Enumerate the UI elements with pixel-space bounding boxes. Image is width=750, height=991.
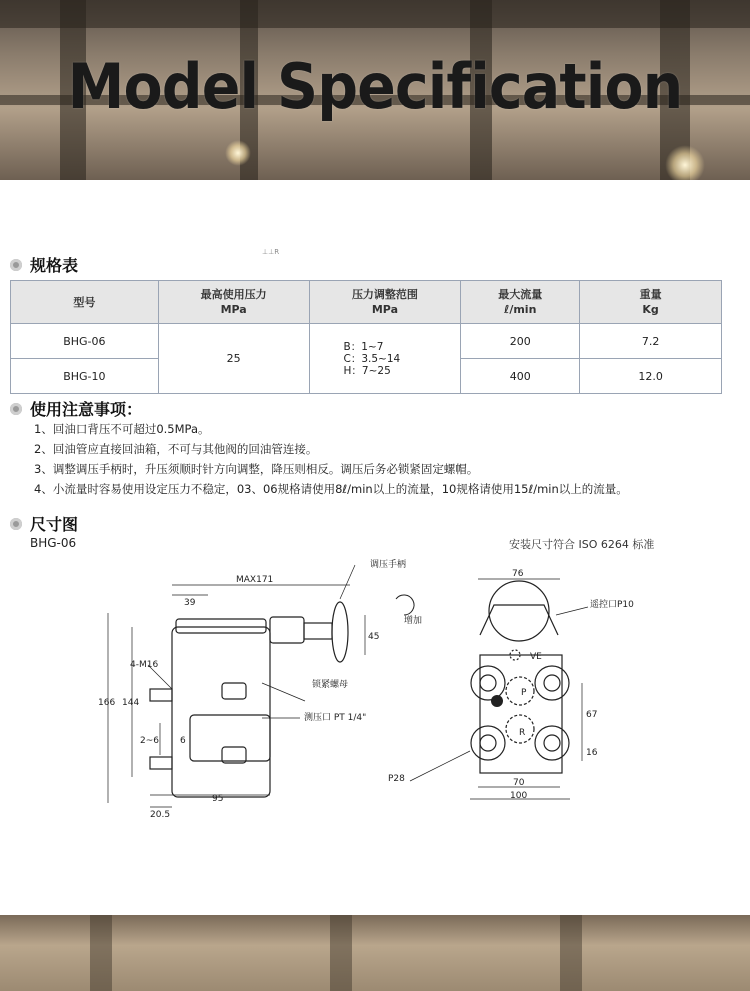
label-lock-nut: 锁紧螺母 <box>312 680 349 690</box>
dim-heading-label: 尺寸图 <box>30 515 79 534</box>
label-r: R <box>519 728 526 738</box>
valve-body <box>172 627 270 797</box>
cell-model: BHG-10 <box>11 359 159 394</box>
bolt-hole-br <box>535 726 569 760</box>
dim-166: 166 <box>98 698 116 708</box>
bolt-hole-tl <box>471 666 505 700</box>
spec-heading-label: 规格表 <box>30 256 79 275</box>
front-dimensions <box>410 579 588 799</box>
cell-flow: 200 <box>461 324 580 359</box>
notes-list <box>34 419 628 499</box>
col-header-weight: 重量 Kg <box>580 281 722 324</box>
notes-heading <box>10 397 142 420</box>
drawing-model-label: BHG-06 <box>30 536 77 550</box>
stud-upper <box>150 689 172 701</box>
stem <box>304 623 332 639</box>
locating-pin <box>491 695 503 707</box>
bolt-hole-tr <box>535 666 569 700</box>
label-ve: VE <box>530 652 542 662</box>
section-bullet-icon <box>10 518 22 530</box>
dim-100: 100 <box>510 791 528 801</box>
bolt-hole-bl <box>471 726 505 760</box>
col-header-range: 压力调整范围 MPa <box>309 281 461 324</box>
dim-144: 144 <box>122 698 140 708</box>
header-banner <box>0 0 750 180</box>
dim-16: 16 <box>586 748 598 758</box>
bonnet <box>270 617 304 643</box>
list-item: 1、回油口背压不可超过0.5MPa。 <box>34 422 210 436</box>
dim-67: 67 <box>586 710 598 720</box>
handle-knob <box>332 602 348 662</box>
spec-table <box>10 280 722 394</box>
list-item: 4、小流量时容易使用设定压力不稳定，03、06规格请使用8ℓ/min以上的流量，10规格请使用15ℓ/min以上的流量。 <box>34 482 628 496</box>
cell-flow: 400 <box>461 359 580 394</box>
dim-20-5: 20.5 <box>150 810 171 820</box>
front-labels <box>388 569 634 801</box>
cell-weight: 7.2 <box>580 324 722 359</box>
section-bullet-icon <box>10 403 22 415</box>
label-p: P <box>521 688 527 698</box>
notes-heading-label: 使用注意事项： <box>30 400 143 419</box>
cell-range: B：1~7 C：3.5~14 H：7~25 <box>309 324 461 394</box>
dim-45: 45 <box>368 632 380 642</box>
list-item: 2、回油管应直接回油箱，不可与其他阀的回油管连接。 <box>34 442 318 456</box>
cell-max-pressure: 25 <box>158 324 309 394</box>
spec-heading <box>10 253 78 276</box>
dim-76: 76 <box>512 569 524 579</box>
stud-lower <box>150 757 172 769</box>
side-view <box>150 602 348 797</box>
label-gauge-port: 测压口 PT 1/4" <box>304 713 367 723</box>
standard-note: 安装尺寸符合 ISO 6264 标准 <box>509 538 655 551</box>
label-increase: 增加 <box>404 616 423 626</box>
side-labels <box>98 558 422 820</box>
col-header-model: 型号 <box>11 281 159 324</box>
section-bullet-icon <box>10 259 22 271</box>
port-upper <box>222 683 246 699</box>
page-title: Model Specification <box>67 50 683 123</box>
cell-model: BHG-06 <box>11 324 159 359</box>
body-pocket <box>190 715 270 761</box>
col-header-flow: 最大流量 ℓ/min <box>461 281 580 324</box>
label-p28: P28 <box>388 774 405 784</box>
label-remote-port: 遥控口P10 <box>590 600 634 610</box>
rotate-arrow-icon <box>396 595 414 615</box>
dim-heading <box>10 512 78 535</box>
label-handle: 调压手柄 <box>370 560 407 570</box>
dim-39: 39 <box>184 598 196 608</box>
dim-m16: 4-M16 <box>130 660 159 670</box>
front-view <box>471 581 569 773</box>
cell-weight: 12.0 <box>580 359 722 394</box>
footer-banner <box>0 915 750 991</box>
port-p <box>506 677 534 705</box>
dimension-drawing <box>0 555 750 825</box>
dim-95: 95 <box>212 794 224 804</box>
table-header-row <box>11 281 722 324</box>
front-top-circle <box>489 581 549 641</box>
dim-max171: MAX171 <box>236 575 274 585</box>
front-top-bracket <box>480 605 558 635</box>
front-body <box>480 655 562 773</box>
body-top <box>176 619 266 633</box>
dim-70: 70 <box>513 778 525 788</box>
dim-2-6: 2~6 <box>140 736 159 746</box>
spec-mark: ⊥⊥R <box>262 248 280 256</box>
list-item: 3、调整调压手柄时，升压须顺时针方向调整，降压则相反。调压后务必锁紧固定螺帽。 <box>34 462 479 476</box>
table-row <box>11 324 722 359</box>
dim-6: 6 <box>180 736 186 746</box>
col-header-max-pressure: 最高使用压力 MPa <box>158 281 309 324</box>
